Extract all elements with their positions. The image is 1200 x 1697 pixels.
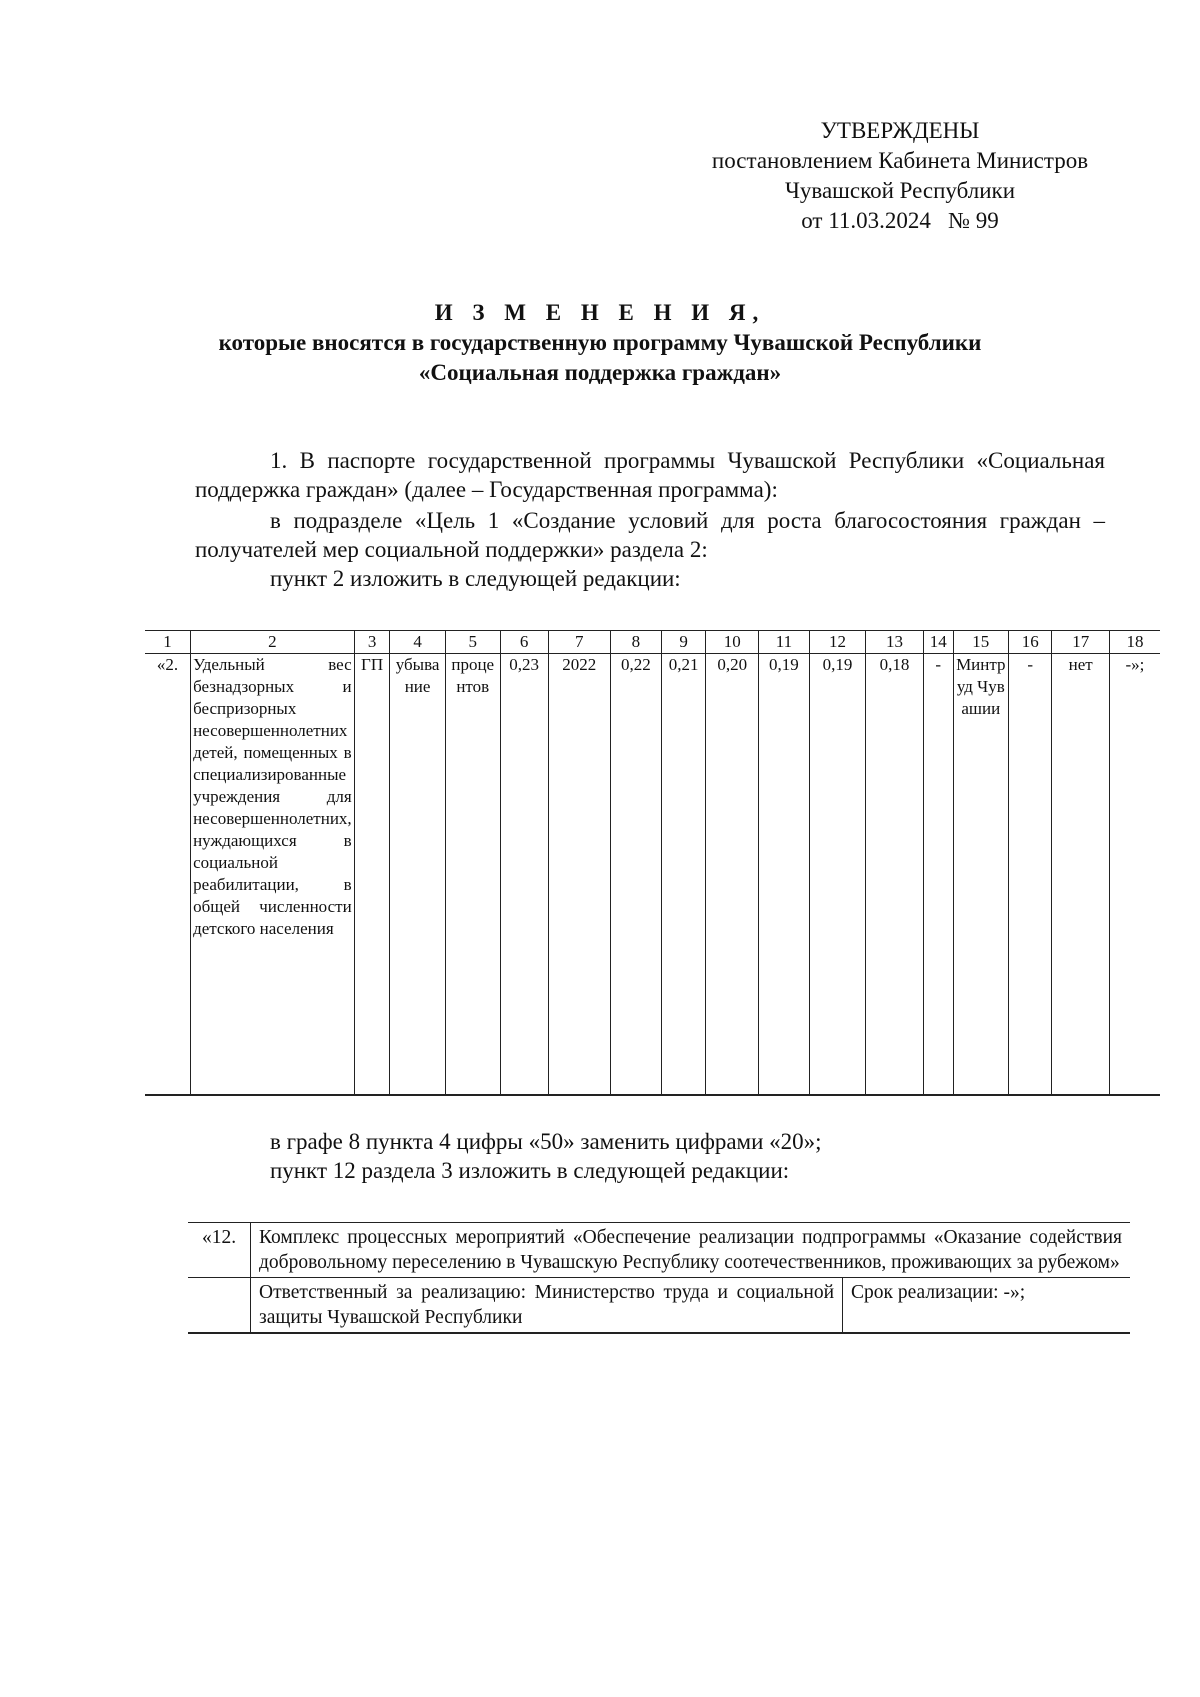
paragraph-3: пункт 2 изложить в следующей редакции: xyxy=(270,566,681,591)
cell-term: Срок реализации: -»; xyxy=(843,1278,1131,1334)
cell-value: 0,19 xyxy=(759,654,810,1096)
approval-block xyxy=(680,116,1120,236)
column-header: 5 xyxy=(445,631,500,654)
approval-date-number: от 11.03.2024 № 99 xyxy=(801,208,999,233)
paragraph-2: в подразделе «Цель 1 «Создание условий для роста благосостояния граждан – получателей мер социальной поддержки» раздела 2: xyxy=(195,508,1105,562)
column-header: 3 xyxy=(354,631,390,654)
column-header: 10 xyxy=(706,631,759,654)
column-header: 8 xyxy=(611,631,662,654)
measures-table xyxy=(188,1222,1130,1334)
indicator-table xyxy=(145,630,1160,1096)
table-row xyxy=(145,654,1160,1096)
cell-value: 0,18 xyxy=(866,654,924,1096)
cell-complex-name: Комплекс процессных мероприятий «Обеспечение реализации подпрограммы «Оказание содействия добровольному переселению в Чувашскую Республику соотечественников, проживающих за рубежом» xyxy=(251,1223,1131,1278)
column-header: 1 xyxy=(145,631,191,654)
paragraph-5: пункт 12 раздела 3 изложить в следующей редакции: xyxy=(270,1158,790,1183)
cell-value: - xyxy=(923,654,953,1096)
column-header: 2 xyxy=(191,631,355,654)
column-header: 9 xyxy=(661,631,706,654)
column-header: 14 xyxy=(923,631,953,654)
cell-value: 0,19 xyxy=(809,654,866,1096)
cell-value: - xyxy=(1008,654,1052,1096)
column-header: 17 xyxy=(1052,631,1109,654)
title-changes: И З М Е Н Е Н И Я, xyxy=(434,300,766,325)
cell-value: 0,22 xyxy=(611,654,662,1096)
cell-empty xyxy=(188,1278,251,1334)
title-subtitle: которые вносятся в государственную программу Чувашской Республики xyxy=(218,330,982,355)
paragraph-4: в графе 8 пункта 4 цифры «50» заменить цифрами «20»; xyxy=(270,1129,822,1154)
approval-line-2: постановлением Кабинета Министров xyxy=(711,148,1089,173)
cell-unit: процентов xyxy=(445,654,500,1096)
column-header: 6 xyxy=(500,631,548,654)
paragraph-1: 1. В паспорте государственной программы Чувашской Республики «Социальная поддержка граждан» (далее – Государственная программа): xyxy=(195,448,1105,502)
cell-responsible: Минтруд Чувашии xyxy=(953,654,1008,1096)
table-row xyxy=(188,1278,1130,1334)
table-header-row xyxy=(145,631,1160,654)
cell-value: 0,20 xyxy=(706,654,759,1096)
column-header: 16 xyxy=(1008,631,1052,654)
approval-line-1: УТВЕРЖДЕНЫ xyxy=(820,118,980,143)
column-header: 4 xyxy=(390,631,445,654)
column-header: 18 xyxy=(1109,631,1160,654)
cell-base-value: 0,23 xyxy=(500,654,548,1096)
cell-value: нет xyxy=(1052,654,1109,1096)
title-program-name: «Социальная поддержка граждан» xyxy=(418,360,782,385)
cell-number: «12. xyxy=(188,1223,251,1278)
cell-number: «2. xyxy=(145,654,191,1096)
cell-value: 0,21 xyxy=(661,654,706,1096)
table-row xyxy=(188,1223,1130,1278)
document-title xyxy=(150,298,1050,388)
approval-line-3: Чувашской Республики xyxy=(784,178,1016,203)
cell-value: -»; xyxy=(1109,654,1160,1096)
cell-responsible: Ответственный за реализацию: Министерство труда и социальной защиты Чувашской Республики xyxy=(251,1278,843,1334)
column-header: 13 xyxy=(866,631,924,654)
column-header: 7 xyxy=(548,631,611,654)
cell-base-year: 2022 xyxy=(548,654,611,1096)
cell-indicator-name: Удельный вес безнадзорных и беспризорных несовершеннолетних детей, помещенных в специализированные учреждения для несовершеннолетних, нуждающихся в социальной реабилитации, в общей численности детского населения xyxy=(191,654,355,1096)
column-header: 15 xyxy=(953,631,1008,654)
cell-direction: убывание xyxy=(390,654,445,1096)
cell-type: ГП xyxy=(354,654,390,1096)
column-header: 12 xyxy=(809,631,866,654)
column-header: 11 xyxy=(759,631,810,654)
